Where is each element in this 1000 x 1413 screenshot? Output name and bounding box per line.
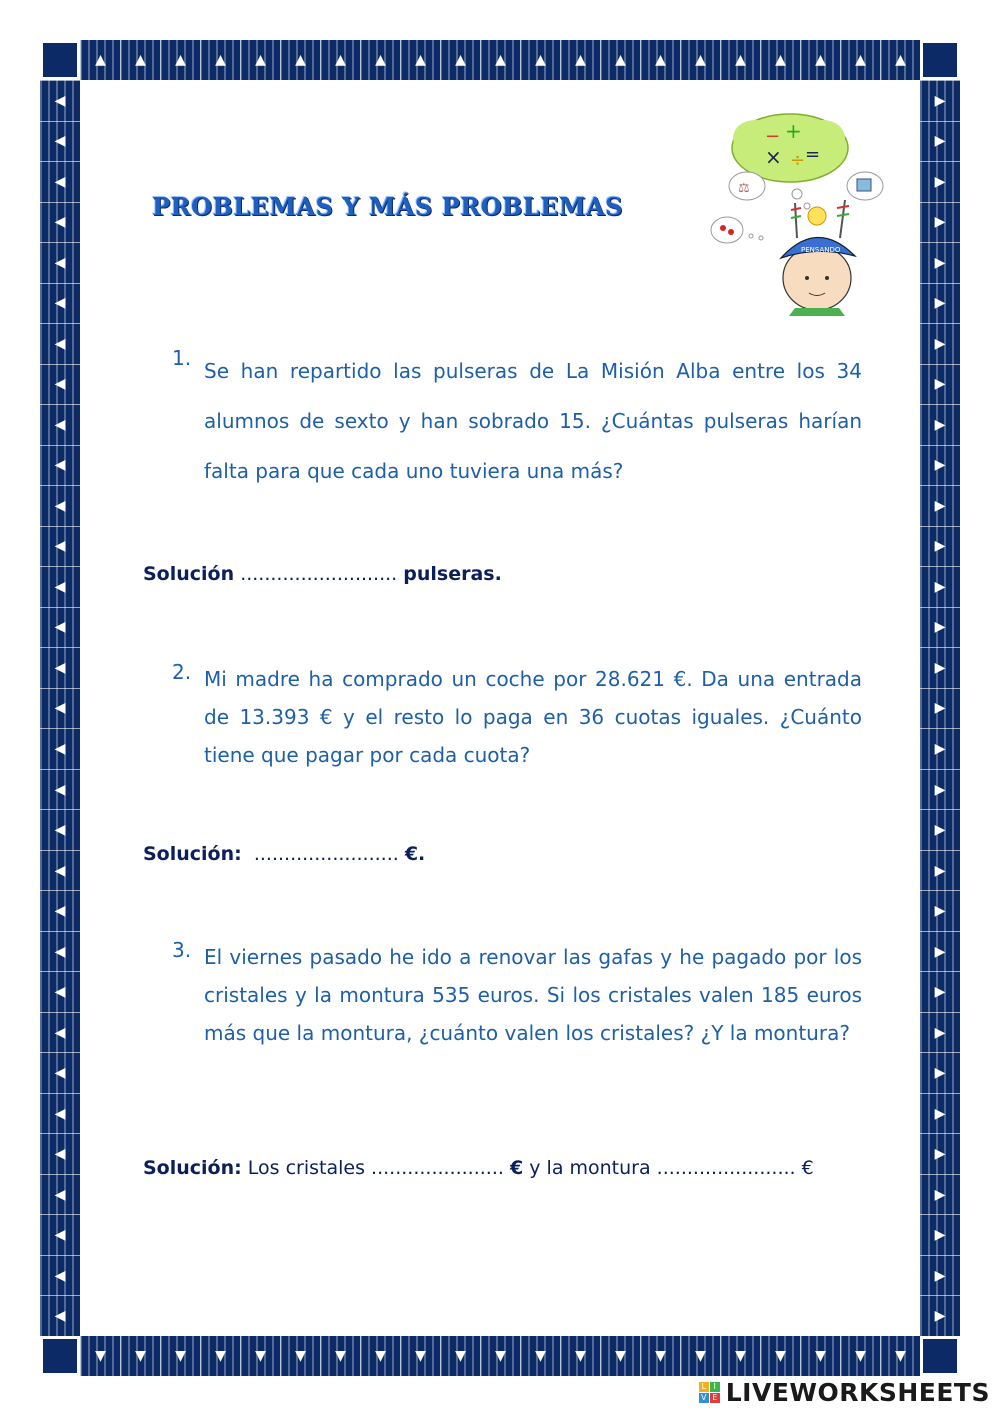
border-tile-icon: ▶ xyxy=(920,485,960,526)
border-tile-icon: ◀ xyxy=(40,526,80,567)
border-tile-icon: ▼ xyxy=(400,1336,440,1376)
border-bottom xyxy=(80,1336,920,1376)
problem-text: Se han repartido las pulseras de La Misión Alba entre los 34 alumnos de sexto y han sobrado 15. ¿Cuántas pulseras harían falta para que cada uno tuviera una más? xyxy=(204,359,862,483)
border-tile-icon: ▲ xyxy=(200,40,240,80)
problem-number: 1. xyxy=(172,346,192,370)
border-tile-icon: ◀ xyxy=(40,445,80,486)
border-tile-icon: ▼ xyxy=(280,1336,320,1376)
border-tile-icon: ▲ xyxy=(600,40,640,80)
solution-2 xyxy=(143,843,425,865)
border-tile-icon: ◀ xyxy=(40,161,80,202)
solution-unit: pulseras. xyxy=(403,563,502,585)
border-tile-icon: ▲ xyxy=(680,40,720,80)
border-tile-icon: ▶ xyxy=(920,566,960,607)
border-tile-icon: ▲ xyxy=(760,40,800,80)
border-tile-icon: ▶ xyxy=(920,1052,960,1093)
border-tile-icon: ▼ xyxy=(760,1336,800,1376)
border-tile-icon: ▶ xyxy=(920,202,960,243)
border-tile-icon: ▲ xyxy=(120,40,160,80)
border-tile-icon: ◀ xyxy=(40,566,80,607)
border-tile-icon: ▶ xyxy=(920,971,960,1012)
problem-2 xyxy=(172,660,862,774)
answer-blank-cristales[interactable]: ...................... xyxy=(371,1157,504,1179)
border-tile-icon: ▼ xyxy=(480,1336,520,1376)
problem-text: Mi madre ha comprado un coche por 28.621 €. Da una entrada de 13.393 € y el resto lo paga en 36 cuotas iguales. ¿Cuánto tiene que pagar por cada cuota? xyxy=(204,667,862,767)
logo-letter: I xyxy=(710,1382,720,1392)
border-tile-icon: ▼ xyxy=(520,1336,560,1376)
svg-text:÷: ÷ xyxy=(790,150,806,171)
border-tile-icon: ▶ xyxy=(920,809,960,850)
border-tile-icon: ▶ xyxy=(920,242,960,283)
border-tile-icon: ◀ xyxy=(40,809,80,850)
border-tile-icon: ◀ xyxy=(40,242,80,283)
border-tile-icon: ◀ xyxy=(40,1052,80,1093)
solution-unit: € xyxy=(509,1157,524,1179)
border-top xyxy=(80,40,920,80)
border-tile-icon: ▶ xyxy=(920,283,960,324)
border-tile-icon: ◀ xyxy=(40,1174,80,1215)
border-corner xyxy=(40,1336,80,1376)
border-tile-icon: ▼ xyxy=(440,1336,480,1376)
border-tile-icon: ▼ xyxy=(600,1336,640,1376)
border-tile-icon: ▶ xyxy=(920,1295,960,1336)
border-tile-icon: ◀ xyxy=(40,1214,80,1255)
border-tile-icon: ▼ xyxy=(840,1336,880,1376)
cap-label: PENSANDO xyxy=(801,246,841,254)
border-tile-icon: ▼ xyxy=(720,1336,760,1376)
border-tile-icon: ▶ xyxy=(920,1255,960,1296)
border-tile-icon: ▼ xyxy=(640,1336,680,1376)
border-tile-icon: ◀ xyxy=(40,283,80,324)
answer-blank-montura[interactable]: ....................... xyxy=(656,1157,796,1179)
border-tile-icon: ◀ xyxy=(40,890,80,931)
border-tile-icon: ▼ xyxy=(800,1336,840,1376)
problem-number: 3. xyxy=(172,938,192,962)
logo-letter: L xyxy=(699,1382,709,1392)
logo-letter: E xyxy=(710,1393,720,1403)
border-tile-icon: ▶ xyxy=(920,121,960,162)
border-tile-icon: ▲ xyxy=(880,40,920,80)
border-tile-icon: ◀ xyxy=(40,850,80,891)
border-tile-icon: ◀ xyxy=(40,1255,80,1296)
logo-letter: V xyxy=(699,1393,709,1403)
footer-brand xyxy=(699,1378,990,1407)
solution-part: Los cristales xyxy=(247,1157,365,1179)
svg-text:×: × xyxy=(765,145,782,169)
border-tile-icon: ▼ xyxy=(320,1336,360,1376)
border-tile-icon: ▲ xyxy=(240,40,280,80)
border-tile-icon: ◀ xyxy=(40,728,80,769)
border-tile-icon: ▲ xyxy=(480,40,520,80)
border-tile-icon: ▲ xyxy=(720,40,760,80)
border-tile-icon: ▲ xyxy=(400,40,440,80)
border-right xyxy=(920,80,960,1336)
border-tile-icon: ▼ xyxy=(120,1336,160,1376)
border-tile-icon: ▲ xyxy=(80,40,120,80)
border-tile-icon: ◀ xyxy=(40,202,80,243)
border-tile-icon: ▶ xyxy=(920,526,960,567)
border-tile-icon: ▲ xyxy=(280,40,320,80)
border-tile-icon: ◀ xyxy=(40,80,80,121)
border-tile-icon: ▶ xyxy=(920,445,960,486)
border-left xyxy=(40,80,80,1336)
border-tile-icon: ▼ xyxy=(560,1336,600,1376)
solution-unit: € xyxy=(801,1157,814,1179)
page-title: PROBLEMAS Y MÁS PROBLEMAS xyxy=(152,192,623,221)
border-tile-icon: ▼ xyxy=(200,1336,240,1376)
border-tile-icon: ▼ xyxy=(680,1336,720,1376)
border-tile-icon: ◀ xyxy=(40,121,80,162)
border-tile-icon: ◀ xyxy=(40,364,80,405)
solution-label: Solución: xyxy=(143,1157,242,1179)
problem-text: El viernes pasado he ido a renovar las gafas y he pagado por los cristales y la montura 535 euros. Si los cristales valen 185 euros más que la montura, ¿cuánto valen los cristales? ¿Y la montura? xyxy=(204,945,862,1045)
border-tile-icon: ▶ xyxy=(920,323,960,364)
border-tile-icon: ▲ xyxy=(320,40,360,80)
border-tile-icon: ▲ xyxy=(640,40,680,80)
border-tile-icon: ◀ xyxy=(40,1012,80,1053)
border-tile-icon: ◀ xyxy=(40,1295,80,1336)
solution-label: Solución: xyxy=(143,843,242,865)
border-tile-icon: ◀ xyxy=(40,931,80,972)
border-tile-icon: ◀ xyxy=(40,323,80,364)
border-tile-icon: ◀ xyxy=(40,1093,80,1134)
border-corner xyxy=(920,40,960,80)
problem-number: 2. xyxy=(172,660,192,684)
border-corner xyxy=(40,40,80,80)
border-tile-icon: ▲ xyxy=(360,40,400,80)
border-tile-icon: ▲ xyxy=(440,40,480,80)
border-tile-icon: ▶ xyxy=(920,688,960,729)
liveworksheets-logo-icon xyxy=(699,1382,720,1403)
border-tile-icon: ▼ xyxy=(880,1336,920,1376)
border-tile-icon: ▼ xyxy=(240,1336,280,1376)
border-tile-icon: ▶ xyxy=(920,1174,960,1215)
svg-text:⚖: ⚖ xyxy=(738,181,750,196)
border-tile-icon: ▶ xyxy=(920,161,960,202)
border-tile-icon: ▼ xyxy=(80,1336,120,1376)
solution-label: Solución xyxy=(143,563,235,585)
border-tile-icon: ▶ xyxy=(920,404,960,445)
answer-blank[interactable]: .......................... xyxy=(240,563,398,585)
border-tile-icon: ◀ xyxy=(40,647,80,688)
svg-text:+: + xyxy=(785,119,802,143)
solution-unit: €. xyxy=(404,843,426,865)
brand-name: LIVEWORKSHEETS xyxy=(725,1378,990,1407)
border-tile-icon: ▶ xyxy=(920,1214,960,1255)
solution-part: y la montura xyxy=(529,1157,651,1179)
border-corner xyxy=(920,1336,960,1376)
border-tile-icon: ▶ xyxy=(920,890,960,931)
border-tile-icon: ▶ xyxy=(920,850,960,891)
answer-blank[interactable]: ........................ xyxy=(253,843,399,865)
problem-1 xyxy=(172,346,862,496)
svg-text:=: = xyxy=(805,144,821,165)
border-tile-icon: ◀ xyxy=(40,971,80,1012)
svg-text:−: − xyxy=(765,126,781,147)
border-tile-icon: ▶ xyxy=(920,1012,960,1053)
border-tile-icon: ▶ xyxy=(920,769,960,810)
border-tile-icon: ▶ xyxy=(920,931,960,972)
border-tile-icon: ◀ xyxy=(40,485,80,526)
solution-3 xyxy=(143,1157,814,1179)
border-tile-icon: ▼ xyxy=(360,1336,400,1376)
border-tile-icon: ▲ xyxy=(160,40,200,80)
border-tile-icon: ◀ xyxy=(40,769,80,810)
border-tile-icon: ◀ xyxy=(40,1133,80,1174)
border-tile-icon: ▶ xyxy=(920,1133,960,1174)
border-tile-icon: ▼ xyxy=(160,1336,200,1376)
thinking-boy-illustration xyxy=(705,108,895,316)
border-tile-icon: ▶ xyxy=(920,607,960,648)
border-tile-icon: ▲ xyxy=(800,40,840,80)
problem-3 xyxy=(172,938,862,1052)
border-tile-icon: ▶ xyxy=(920,1093,960,1134)
border-tile-icon: ◀ xyxy=(40,688,80,729)
border-tile-icon: ▲ xyxy=(840,40,880,80)
border-tile-icon: ▶ xyxy=(920,647,960,688)
border-tile-icon: ▶ xyxy=(920,728,960,769)
solution-1 xyxy=(143,563,502,585)
border-tile-icon: ◀ xyxy=(40,607,80,648)
border-tile-icon: ▲ xyxy=(520,40,560,80)
border-tile-icon: ▶ xyxy=(920,80,960,121)
border-tile-icon: ▶ xyxy=(920,364,960,405)
border-tile-icon: ▲ xyxy=(560,40,600,80)
border-tile-icon: ◀ xyxy=(40,404,80,445)
